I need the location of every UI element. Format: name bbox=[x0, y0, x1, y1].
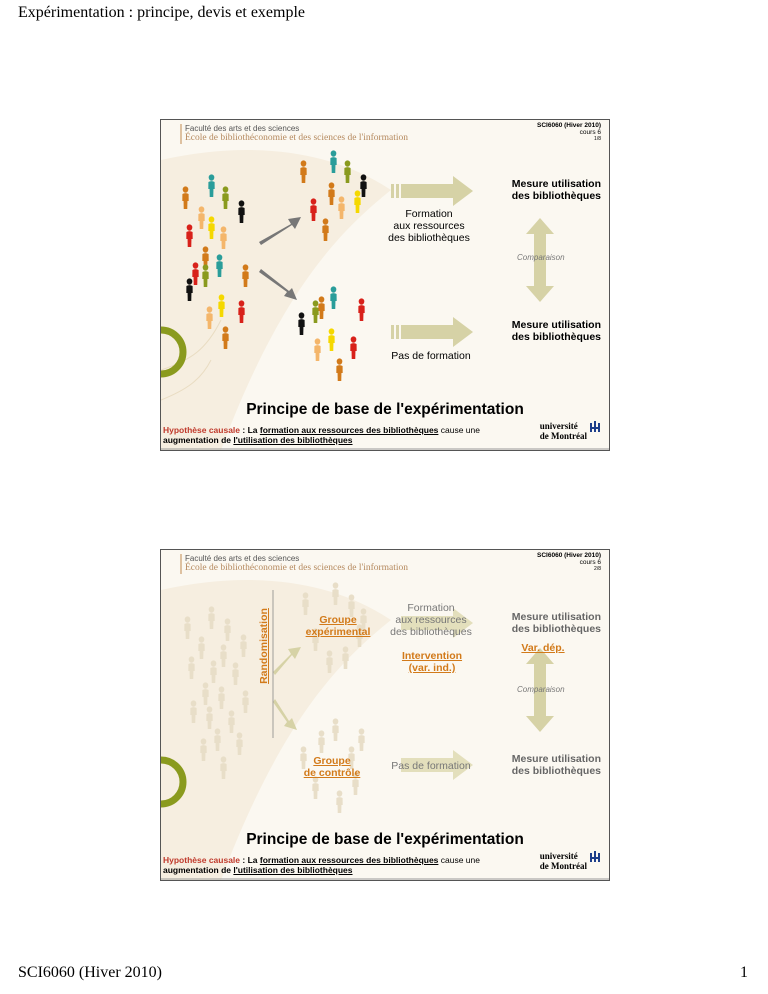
faculty-name: Faculté des arts et des sciences bbox=[185, 554, 300, 563]
measure-top: Mesure utilisation des bibliothèques bbox=[511, 611, 601, 635]
no-training-label: Pas de formation bbox=[391, 760, 471, 772]
slide-number: 1/8 bbox=[594, 136, 601, 142]
slide-2 bbox=[160, 549, 610, 881]
course-info bbox=[537, 552, 601, 573]
intervention-arrow bbox=[391, 176, 473, 206]
control-group-label: Groupe de contrôle bbox=[303, 755, 361, 779]
page-footer-course: SCI6060 (Hiver 2010) bbox=[18, 964, 162, 981]
experimental-group-label: Groupe expérimental bbox=[305, 614, 371, 638]
randomisation-label-wrap bbox=[257, 588, 269, 708]
university-logo: université de Montréal bbox=[540, 851, 587, 871]
course-session: cours 6 bbox=[579, 129, 601, 136]
dependent-var-label: Var. dép. bbox=[521, 642, 565, 654]
university-mark-icon bbox=[589, 851, 601, 863]
people-control-group bbox=[298, 286, 364, 381]
no-training-label: Pas de formation bbox=[391, 350, 471, 362]
randomisation-label: Randomisation bbox=[258, 608, 270, 684]
intervention-label: Formation aux ressources des bibliothèques bbox=[390, 602, 472, 638]
school-name: École de bibliothéconomie et des sciences de l'information bbox=[185, 563, 409, 573]
faculty-name: Faculté des arts et des sciences bbox=[185, 124, 300, 133]
school-name: École de bibliothéconomie et des sciences de l'information bbox=[185, 133, 409, 143]
slide-title: Principe de base de l'expérimentation bbox=[246, 401, 524, 418]
university-mark-icon bbox=[589, 421, 601, 433]
hypothesis: Hypothèse causale : La formation aux ressources des bibliothèques cause une augmentation de l'utilisation des bibliothèques bbox=[163, 855, 480, 875]
measure-top: Mesure utilisation des bibliothèques bbox=[511, 178, 601, 202]
course-code: SCI6060 (Hiver 2010) bbox=[537, 552, 601, 559]
slide-1 bbox=[160, 119, 610, 451]
no-training-arrow bbox=[391, 317, 473, 347]
page-number: 1 bbox=[740, 964, 748, 981]
course-info bbox=[537, 122, 601, 143]
page-header: Expérimentation : principe, devis et exemple bbox=[18, 4, 306, 21]
slide-title: Principe de base de l'expérimentation bbox=[246, 831, 524, 848]
course-session: cours 6 bbox=[579, 559, 601, 566]
slide-number: 2/8 bbox=[594, 566, 601, 572]
course-code: SCI6060 (Hiver 2010) bbox=[537, 122, 601, 129]
hypothesis: Hypothèse causale : La formation aux ressources des bibliothèques cause une augmentation de l'utilisation des bibliothèques bbox=[163, 425, 480, 445]
measure-bottom: Mesure utilisation des bibliothèques bbox=[511, 319, 601, 343]
university-logo: université de Montréal bbox=[540, 421, 587, 441]
comparison-label: Comparaison bbox=[517, 253, 565, 262]
measure-bottom: Mesure utilisation des bibliothèques bbox=[511, 753, 601, 777]
intervention-label: Formation aux ressources des bibliothèques bbox=[388, 208, 470, 244]
intervention-tag: Intervention (var. ind.) bbox=[401, 650, 463, 674]
comparison-label: Comparaison bbox=[517, 685, 565, 694]
